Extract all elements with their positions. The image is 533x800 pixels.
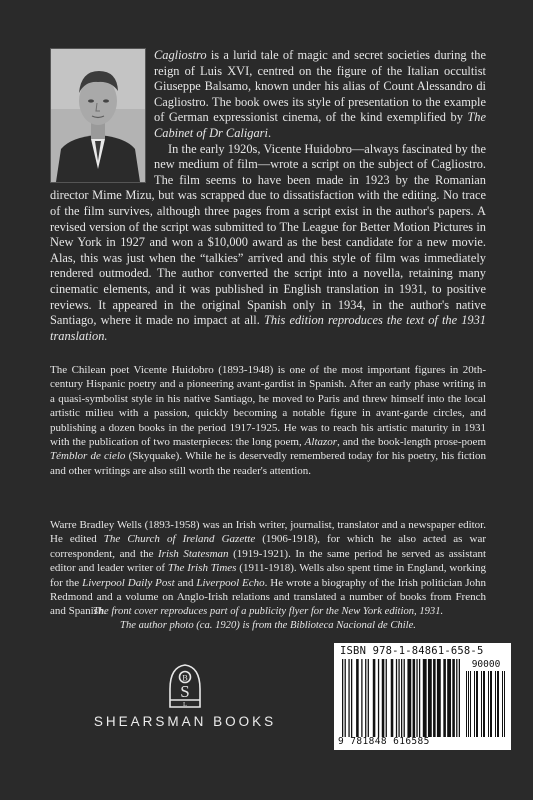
barcode-bar — [391, 659, 394, 737]
svg-text:B: B — [182, 673, 188, 683]
barcode-bar — [413, 659, 416, 737]
work-title: Témblor de cielo — [50, 450, 126, 463]
barcode-bar — [495, 671, 496, 737]
publisher-name: SHEARSMAN BOOKS — [93, 714, 277, 729]
work-title: Altazor — [304, 436, 338, 449]
barcode-bar — [466, 671, 467, 737]
barcode-bar — [443, 659, 446, 737]
barcode-bar — [365, 659, 366, 737]
bio-text: and — [174, 576, 197, 589]
barcode-bar — [407, 659, 411, 737]
bio-text: The Chilean poet Vicente Huidobro (1893-1948) is one of the most important figures in 20th-century Hispanic poetry and a pioneering avant-gardist in Spanish. After an early phase writing in a quasi-symbolist style in his native Santiago, he moved to Paris and threw himself into the local artistic milieu with a passion, quickly becoming a notable figure in avant-garde circles, and publishing a dozen books in the period 1917-1925. He was to reach his artistic maturity in 1931 with the publication of two masterpieces: the long poem, — [50, 364, 486, 449]
barcode-bar — [361, 659, 362, 737]
author-bio — [50, 363, 486, 478]
barcode-bar — [386, 659, 387, 737]
credit-line-photo: The author photo (ca. 1920) is from the Biblioteca Nacional de Chile. — [120, 620, 416, 631]
svg-text:L: L — [183, 701, 187, 708]
barcode-bar — [474, 671, 475, 737]
barcode-bar — [368, 659, 369, 737]
blurb-text-end: . — [267, 125, 272, 140]
svg-text:S: S — [180, 682, 190, 701]
blurb-text: is a lurid tale of magic and secret societies during the reign of Luis XVI, centred on the figure of the Italian occultist Giuseppe Balsamo, known under his alias of Count Alessandro di Cagliostro. The book owes its style of presentation to the example of German expressionist cinema, of the kind exemplified by — [154, 48, 486, 125]
barcode-bar — [416, 659, 417, 737]
film-title: The Cabinet of Dr Caligari — [154, 110, 486, 140]
credit-line-cover: The front cover reproduces part of a publicity flyer for the New York edition, 1931. — [92, 606, 444, 617]
isbn-barcode — [334, 643, 511, 750]
barcode-digits: 9 781848 616585 — [338, 736, 430, 747]
photo-spacer — [50, 48, 154, 181]
barcode-bar — [437, 659, 441, 737]
bio-text: (1906-1918), for which he also acted as war correspondent, and the — [50, 533, 486, 560]
barcode-bar — [470, 671, 471, 737]
publication-title: Liverpool Echo — [196, 576, 265, 589]
image-credits — [50, 605, 486, 633]
barcode-bar — [345, 659, 346, 737]
barcode-bar — [490, 671, 492, 737]
barcode-bar — [398, 659, 399, 737]
ean13-barcode — [342, 659, 460, 737]
barcode-bar — [419, 659, 420, 737]
barcode-bar — [373, 659, 376, 737]
publication-title: The Church of Ireland Gazette — [103, 533, 256, 546]
barcode-bar — [502, 671, 503, 737]
barcode-bar — [452, 659, 455, 737]
barcode-bar — [342, 659, 343, 737]
bio-text: (1911-1918). Wells also spent time in England, working for the — [50, 562, 486, 589]
blurb-text: In the early 1920s, Vicente Huidobro—always fascinated by the new medium of film—wrote a script on the subject of Cagliostro. The film seems to have been made in 1923 by the Romanian director Mime Mizu, but was scrapped due to dissatisfaction with the editing. No trace of the film survives, although three pages from a script exist in the author's papers. A revised version of the script was submitted to The League for Better Motion Pictures in New York in 1927 and won a $10,000 award as the best candidate for a new movie. Alas, this was just when the “talkies” arrived and this style of film was immediately rendered outmoded. The author converted the script into a novella, retaining many cinematic elements, and it was published in English translation in 1931, to positive reviews. It appeared in the original Spanish only in 1934, in the author's native Santiago, where it made no impact at all. — [50, 141, 486, 328]
edition-note: This edition reproduces the text of the 1931 translation. — [50, 313, 486, 343]
barcode-bar — [351, 659, 352, 737]
barcode-bar — [476, 671, 478, 737]
barcode-bar — [382, 659, 385, 737]
price-addon-barcode — [466, 671, 506, 737]
barcode-bar — [459, 659, 460, 737]
bio-text: , and the book-length prose-poem — [337, 436, 486, 449]
barcode-bar — [481, 671, 482, 737]
bio-text: . He wrote a biography of the Irish politician John Redmond and a volume on Anglo-Irish relations and translated a number of books from French and Spanish. — [50, 576, 486, 618]
barcode-bar — [447, 659, 451, 737]
bio-text: (1919-1921). In the same period he served as assistant editor and leader writer of — [50, 547, 487, 575]
barcode-bar — [401, 659, 402, 737]
publication-title: The Irish Times — [167, 562, 237, 575]
barcode-bar — [433, 659, 436, 737]
barcode-bar — [428, 659, 432, 737]
barcode-bar — [378, 659, 379, 737]
blurb — [50, 48, 486, 344]
barcode-bar — [468, 671, 469, 737]
publication-title: Liverpool Daily Post — [82, 576, 175, 589]
barcode-bar — [423, 659, 427, 737]
barcode-bar — [483, 671, 485, 737]
barcode-bar — [348, 659, 349, 737]
publication-title: Irish Statesman — [158, 547, 229, 560]
bio-text: (Skyquake). While he is deservedly remembered today for his poetry, his fiction and other writings are also still worth the reader's attention. — [50, 450, 487, 477]
barcode-bar — [404, 659, 405, 737]
barcode-bar — [504, 671, 505, 737]
barcode-bar — [356, 659, 359, 737]
barcode-bar — [497, 671, 499, 737]
isbn-label: ISBN 978-1-84861-658-5 — [340, 645, 484, 657]
book-title: Cagliostro — [154, 48, 207, 62]
translator-bio — [50, 518, 486, 619]
barcode-bar — [488, 671, 489, 737]
barcode-bar — [456, 659, 457, 737]
bio-text: Warre Bradley Wells (1893-1958) was an Irish writer, journalist, translator and a newspaper editor. He edited — [50, 519, 486, 546]
barcode-bar — [396, 659, 397, 737]
price-addon-label: 90000 — [471, 659, 501, 670]
